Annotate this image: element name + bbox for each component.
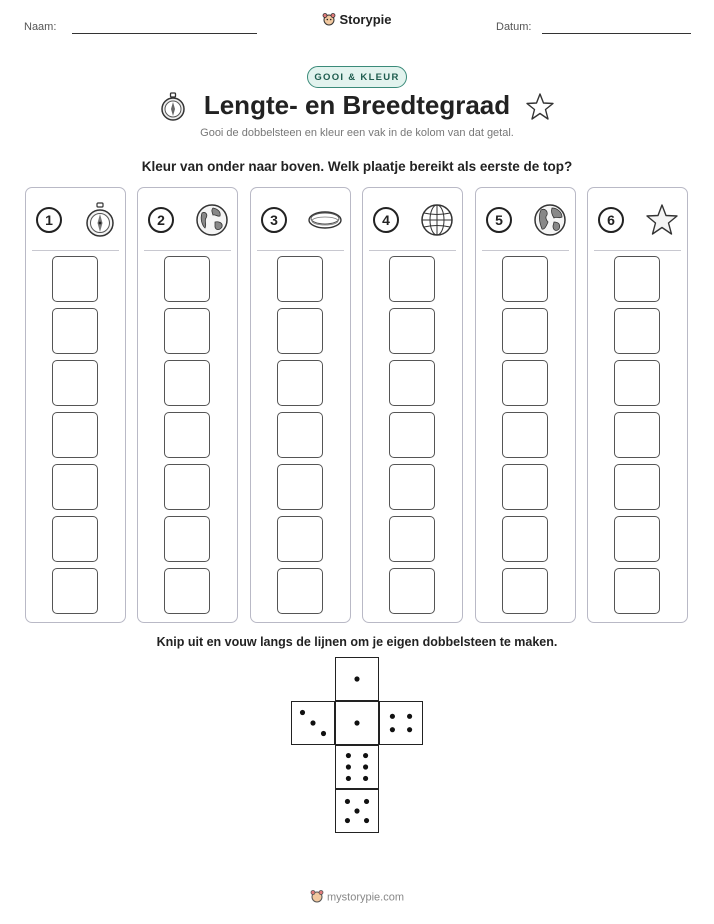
dice-column-6 (587, 187, 688, 623)
storypie-logo-icon (322, 12, 336, 29)
dice-column-2 (137, 187, 238, 623)
dice-face-4 (379, 701, 423, 745)
date-line[interactable] (542, 33, 691, 34)
color-cell[interactable] (164, 360, 210, 406)
page-title: Lengte- en Breedtegraad (203, 90, 511, 120)
column-divider (257, 250, 344, 251)
color-cell[interactable] (502, 412, 548, 458)
color-cell[interactable] (502, 308, 548, 354)
color-cell[interactable] (52, 516, 98, 562)
column-number: 6 (598, 207, 624, 233)
color-cell[interactable] (502, 256, 548, 302)
color-cell[interactable] (164, 568, 210, 614)
color-cell[interactable] (164, 308, 210, 354)
star-icon (644, 202, 680, 238)
color-cell[interactable] (389, 516, 435, 562)
color-cell[interactable] (614, 516, 660, 562)
world-map-icon (532, 202, 568, 238)
footer-logo-icon (310, 889, 324, 906)
column-number: 3 (261, 207, 287, 233)
dice-column-5 (475, 187, 576, 623)
color-cell[interactable] (52, 360, 98, 406)
column-number: 1 (36, 207, 62, 233)
cut-instruction: Knip uit en vouw langs de lijnen om je eigen dobbelsteen te maken. (156, 635, 558, 649)
activity-badge: GOOI & KLEUR (307, 66, 407, 88)
column-divider (594, 250, 681, 251)
column-divider (482, 250, 569, 251)
footer (0, 889, 714, 906)
name-label: Naam: (24, 21, 57, 33)
color-cell[interactable] (277, 360, 323, 406)
color-cell[interactable] (389, 412, 435, 458)
color-cell[interactable] (277, 412, 323, 458)
color-cell[interactable] (614, 568, 660, 614)
color-cell[interactable] (52, 308, 98, 354)
color-cell[interactable] (164, 464, 210, 510)
color-cell[interactable] (389, 360, 435, 406)
color-cell[interactable] (52, 464, 98, 510)
dice-column-1 (25, 187, 126, 623)
column-number: 5 (486, 207, 512, 233)
dice-face-1 (335, 657, 379, 701)
date-label: Datum: (496, 21, 532, 33)
compass-icon (82, 202, 118, 238)
color-cell[interactable] (277, 308, 323, 354)
dice-column-4 (362, 187, 463, 623)
color-cell[interactable] (164, 516, 210, 562)
color-cell[interactable] (614, 308, 660, 354)
color-cell[interactable] (164, 412, 210, 458)
footer-url[interactable]: mystorypie.com (326, 891, 405, 904)
color-cell[interactable] (502, 516, 548, 562)
color-cell[interactable] (52, 568, 98, 614)
color-cell[interactable] (277, 464, 323, 510)
ring-icon (307, 202, 343, 238)
title-star-icon (525, 92, 555, 122)
instruction-text: Kleur van onder naar boven. Welk plaatje bereikt als eerste de top? (141, 159, 573, 174)
dice-face-3 (291, 701, 335, 745)
color-cell[interactable] (52, 412, 98, 458)
column-divider (32, 250, 119, 251)
color-cell[interactable] (277, 516, 323, 562)
name-line[interactable] (72, 33, 257, 34)
color-cell[interactable] (389, 568, 435, 614)
color-cell[interactable] (277, 568, 323, 614)
column-number: 2 (148, 207, 174, 233)
color-cell[interactable] (614, 360, 660, 406)
column-divider (144, 250, 231, 251)
column-number: 4 (373, 207, 399, 233)
dice-face-6 (335, 745, 379, 789)
color-cell[interactable] (164, 256, 210, 302)
color-cell[interactable] (389, 308, 435, 354)
dice-face-5 (335, 789, 379, 833)
brand-name: Storypie (339, 12, 392, 27)
color-cell[interactable] (614, 464, 660, 510)
color-cell[interactable] (52, 256, 98, 302)
color-cell[interactable] (389, 256, 435, 302)
color-cell[interactable] (502, 360, 548, 406)
color-cell[interactable] (277, 256, 323, 302)
dice-face-1 (335, 701, 379, 745)
page-subtitle: Gooi de dobbelsteen en kleur een vak in de kolom van dat getal. (200, 127, 514, 139)
column-divider (369, 250, 456, 251)
globe-icon (194, 202, 230, 238)
dice-column-3 (250, 187, 351, 623)
grid-globe-icon (419, 202, 455, 238)
color-cell[interactable] (502, 568, 548, 614)
color-cell[interactable] (389, 464, 435, 510)
brand (0, 12, 714, 29)
color-cell[interactable] (614, 256, 660, 302)
color-cell[interactable] (614, 412, 660, 458)
color-cell[interactable] (502, 464, 548, 510)
